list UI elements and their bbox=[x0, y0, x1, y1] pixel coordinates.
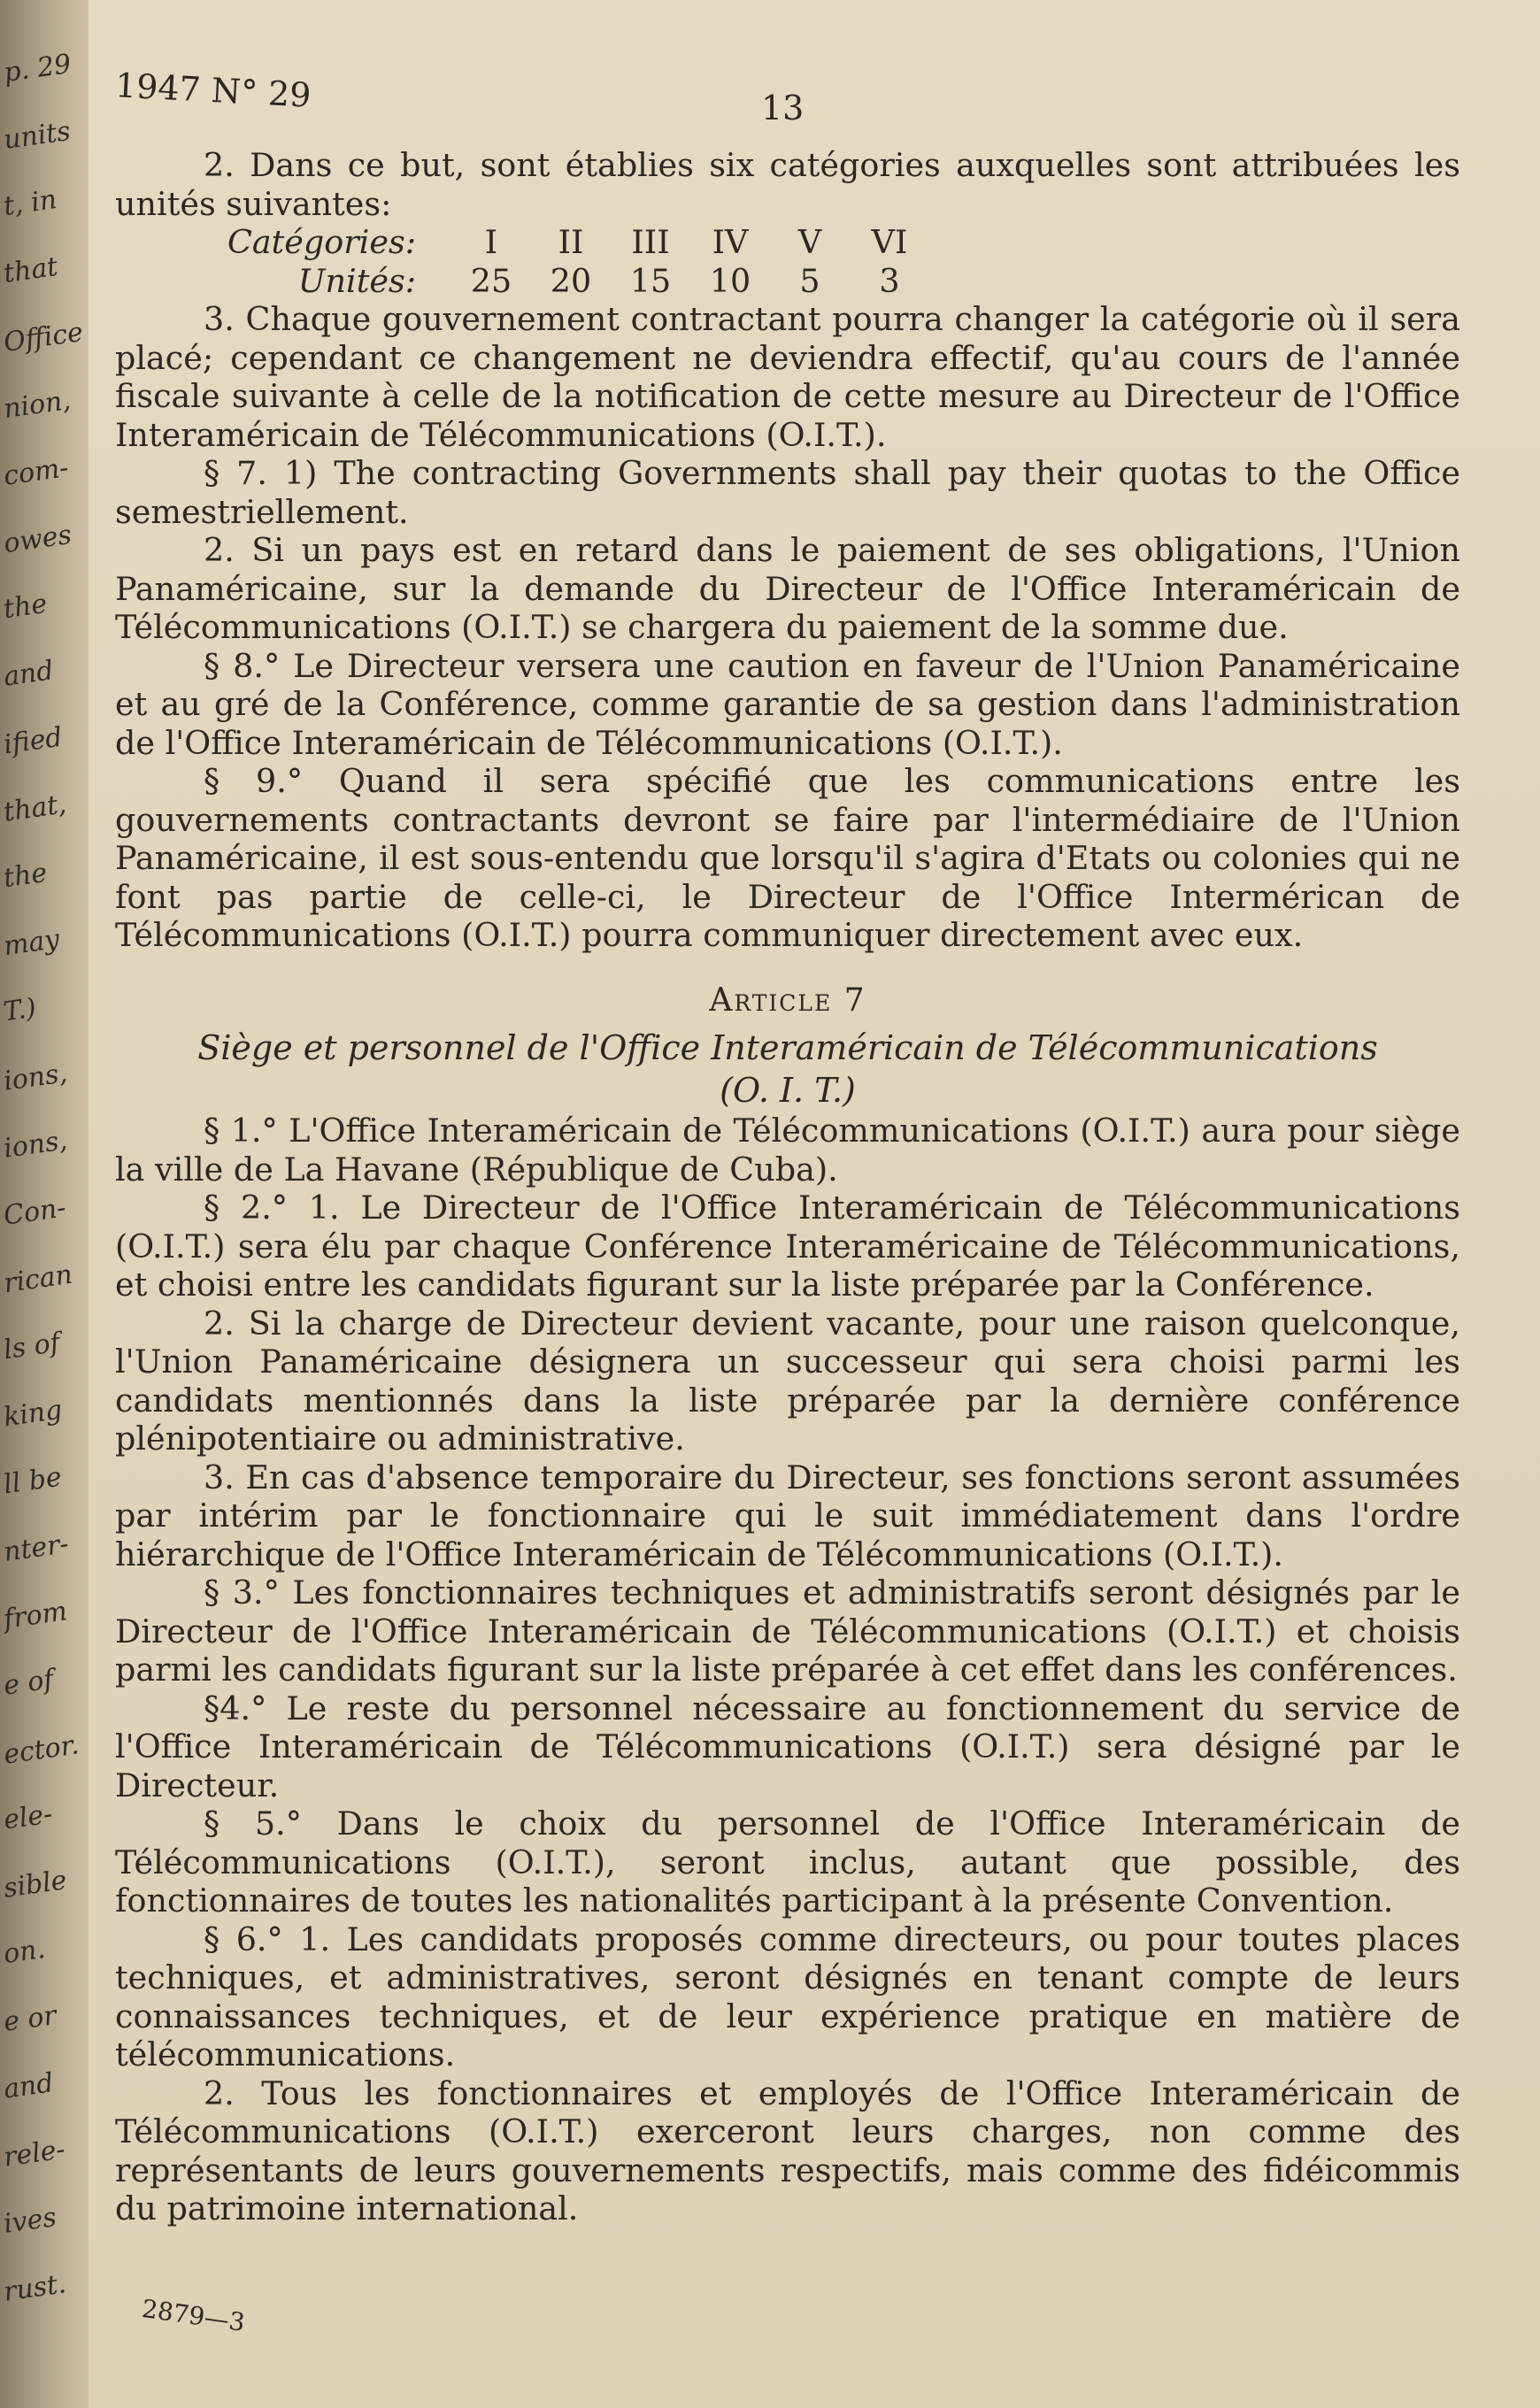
facing-page-fragment: nter- bbox=[1, 1528, 71, 1568]
facing-page-fragment: ector. bbox=[1, 1729, 81, 1771]
facing-page-fragment: rust. bbox=[1, 2268, 68, 2308]
paragraph-s7-2: 2. Si un pays est en retard dans le paiement de ses obligations, l'Union Panaméricaine, sur la demande du Directeur de l'Office Interaméricain de Télécommunications (O.I.T.) se chargera du paiement de la somme due. bbox=[115, 531, 1460, 646]
categories-row bbox=[115, 223, 1460, 262]
facing-page-fragment: T.) bbox=[1, 992, 39, 1028]
facing-page-fragment: owes bbox=[1, 519, 73, 560]
paragraph-a7-s2-1: § 2.° 1. Le Directeur de l'Office Interaméricain de Télécommunications (O.I.T.) sera élu par chaque Conférence Interaméricaine de Télécommunications, et choisi entre les candidats figurant sur la liste préparée par la Conférence. bbox=[115, 1189, 1460, 1304]
facing-page-fragment: units bbox=[1, 115, 73, 157]
facing-page-fragment: ions, bbox=[1, 1058, 70, 1097]
paragraph-a7-s1: § 1.° L'Office Interaméricain de Télécommunications (O.I.T.) aura pour siège la ville de La Havane (République de Cuba). bbox=[115, 1112, 1460, 1189]
category-value: VI bbox=[871, 223, 908, 261]
facing-page-fragment: com- bbox=[1, 452, 71, 492]
paragraph-a7-s6-2: 2. Tous les fonctionnaires et employés de l'Office Interaméricain de Télécommunications (O.I.T.) exerceront leurs charges, non comme des représentants de leurs gouvernements respectifs, mais comme des fidéicommis du patrimoine international. bbox=[115, 2073, 1460, 2227]
paragraph-s7-1: § 7. 1) The contracting Governments shall pay their quotas to the Office semestriellement. bbox=[115, 454, 1460, 531]
article-7-title: Article 7 bbox=[709, 981, 866, 1019]
paragraph-a7-s2-2: 2. Si la charge de Directeur devient vacante, pour une raison quelconque, l'Union Panaméricaine désignera un successeur qui sera choisi parmi les candidats mentionnés dans la liste préparée par la dernière conférence plénipotentiaire ou administrative. bbox=[115, 1304, 1460, 1458]
facing-page-fragment: may bbox=[1, 923, 62, 963]
categories-values bbox=[451, 223, 929, 262]
unit-value: 5 bbox=[799, 261, 820, 300]
paragraph-a7-s3: § 3.° Les fonctionnaires techniques et administratifs seront désignés par le Directeur de l'Office Interaméricain de Télécommunications (O.I.T.) et choisis parmi les candidats figurant sur la liste préparée à cet effet dans les conférences. bbox=[115, 1573, 1460, 1689]
facing-page-fragment: and bbox=[1, 2067, 56, 2105]
page-number: 13 bbox=[761, 88, 805, 127]
facing-page-fragment: rican bbox=[1, 1258, 75, 1300]
paragraph-category-change: 3. Chaque gouvernement contractant pourra changer la catégorie où il sera placé; cependant ce changement ne deviendra effectif, qu'au cours de l'année fiscale suivante à celle de la notification de cette mesure au Directeur de l'Office Interaméricain de Télécommunications (O.I.T.). bbox=[115, 300, 1460, 454]
facing-page-fragment: and bbox=[1, 655, 56, 693]
units-values bbox=[451, 262, 929, 301]
unit-value: 15 bbox=[629, 261, 672, 300]
category-value: I bbox=[484, 223, 498, 261]
facing-page-fragment: on. bbox=[1, 1933, 48, 1971]
facing-page-fragment: nion, bbox=[1, 384, 73, 426]
categories-label: Catégories: bbox=[227, 223, 416, 261]
facing-page-fragment: p. 29 bbox=[1, 48, 73, 89]
unit-value: 25 bbox=[470, 261, 512, 300]
facing-page-fragment: king bbox=[1, 1394, 65, 1434]
facing-page-fragment: ll be bbox=[1, 1461, 64, 1501]
category-value: II bbox=[558, 223, 584, 261]
page-header bbox=[114, 65, 1487, 133]
paragraph-a7-s6-1: § 6.° 1. Les candidats proposés comme directeurs, ou pour toutes places techniques, et administratives, seront désignés en tenant compte de leurs connaissances techniques, et de leur expérience pratique en matière de télécommunications. bbox=[115, 1919, 1460, 2073]
facing-page-fragment: ified bbox=[1, 721, 65, 761]
article-7-subtitle-abbrev: (O. I. T.) bbox=[720, 1071, 856, 1110]
units-row bbox=[115, 262, 1460, 301]
facing-page-fragment: t, in bbox=[1, 183, 59, 223]
units-label: Unités: bbox=[297, 261, 416, 300]
category-value: III bbox=[631, 223, 670, 261]
unit-value: 20 bbox=[550, 261, 592, 300]
facing-page-fragment: ives bbox=[1, 2202, 58, 2240]
category-value: V bbox=[797, 223, 822, 261]
paragraph-s8: § 8.° Le Directeur versera une caution en faveur de l'Union Panaméricaine et au gré de la Conférence, comme garantie de sa gestion dans l'administration de l'Office Interaméricain de Télécommunications (O.I.T.). bbox=[115, 646, 1460, 762]
facing-page-fragment: ions, bbox=[1, 1125, 70, 1165]
paragraph-a7-s2-3: 3. En cas d'absence temporaire du Directeur, ses fonctions seront assumées par intérim par le fonctionnaire qui le suit immédiatement dans l'ordre hiérarchique de l'Office Interaméricain de Télécommunications (O.I.T.). bbox=[115, 1458, 1460, 1573]
paragraph-a7-s4: §4.° Le reste du personnel nécessaire au fonctionnement du service de l'Office Interaméricain de Télécommunications (O.I.T.) sera désigné par le Directeur. bbox=[115, 1689, 1460, 1804]
facing-page-fragment: ele- bbox=[1, 1798, 55, 1836]
facing-page-edge bbox=[0, 0, 89, 2408]
facing-page-fragment: the bbox=[1, 588, 50, 626]
header-law-number: 1947 N° 29 bbox=[114, 65, 312, 115]
category-value: IV bbox=[712, 223, 749, 261]
printer-signature-mark: 2879—3 bbox=[140, 2294, 247, 2337]
page-body bbox=[115, 146, 1460, 2228]
document-page bbox=[89, 0, 1540, 2408]
facing-page-fragment: that, bbox=[1, 789, 68, 828]
facing-page-fragment: ls of bbox=[1, 1327, 62, 1366]
facing-page-fragment: e of bbox=[1, 1664, 56, 1702]
article-7-subtitle: Siège et personnel de l'Office Interaméricain de Télécommunications bbox=[197, 1028, 1378, 1067]
facing-page-fragment: Con- bbox=[1, 1192, 68, 1232]
facing-page-fragment: Office bbox=[2, 316, 85, 359]
facing-page-fragment: rele- bbox=[1, 2134, 67, 2173]
facing-page-fragment: the bbox=[1, 857, 50, 895]
facing-page-fragment: e or bbox=[1, 2000, 58, 2038]
facing-page-fragment: sible bbox=[1, 1865, 69, 1904]
unit-value: 3 bbox=[879, 261, 900, 300]
paragraph-s9: § 9.° Quand il sera spécifié que les communications entre les gouvernements contractants devront se faire par l'intermédiaire de l'Union Panaméricaine, il est sous-entendu que lorsqu'il s'agira d'Etats ou colonies qui ne font pas partie de celle-ci, le Directeur de l'Office Intermérican de Télécommunications (O.I.T.) pourra communiquer directement avec eux. bbox=[115, 762, 1460, 954]
paragraph-a7-s5: § 5.° Dans le choix du personnel de l'Office Interaméricain de Télécommunications (O.I.T.), seront inclus, autant que possible, des fonctionnaires de toutes les nationalités participant à la présente Convention. bbox=[115, 1804, 1460, 1919]
unit-value: 10 bbox=[709, 261, 751, 300]
facing-page-fragment: that bbox=[1, 250, 60, 290]
paragraph-categories-intro: 2. Dans ce but, sont établies six catégories auxquelles sont attribuées les unités suivantes: bbox=[115, 146, 1460, 223]
facing-page-fragment: from bbox=[1, 1596, 70, 1635]
